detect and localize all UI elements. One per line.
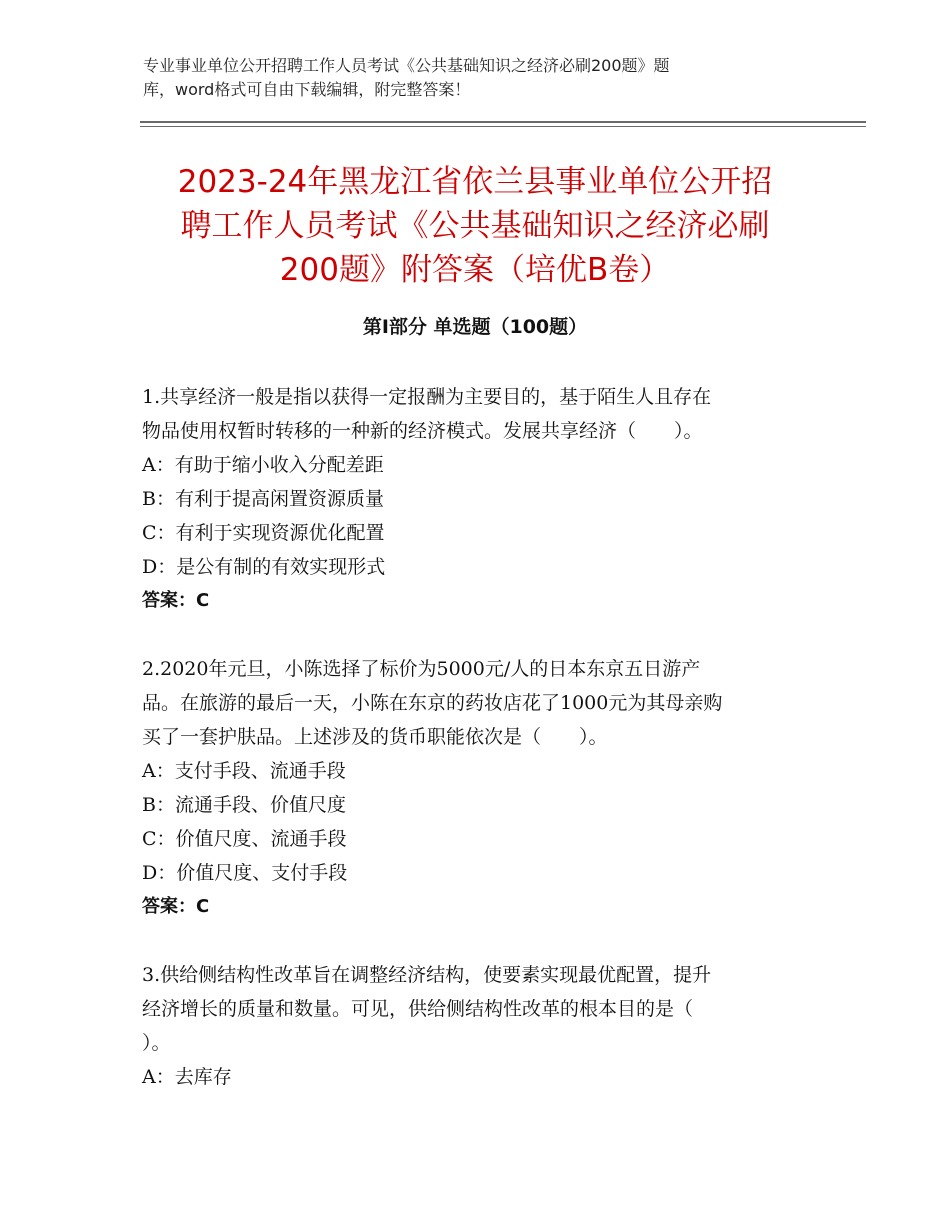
stem-line: 经济增长的质量和数量。可见，供给侧结构性改革的根本目的是（ — [142, 998, 694, 1020]
question-3 — [142, 958, 822, 1094]
option-a: A：有助于缩小收入分配差距 — [142, 454, 384, 476]
option-b: B：流通手段、价值尺度 — [142, 794, 346, 816]
stem-line: 买了一套护肤品。上述涉及的货币职能依次是（ ）。 — [142, 726, 608, 748]
option-c: C：有利于实现资源优化配置 — [142, 522, 385, 544]
option-d: D：价值尺度、支付手段 — [142, 862, 348, 884]
option-c: C：价值尺度、流通手段 — [142, 828, 347, 850]
header-note-line: 库，word格式可自由下载编辑，附完整答案！ — [143, 80, 471, 99]
stem-line: ）。 — [142, 1032, 171, 1054]
option-b: B：有利于提高闲置资源质量 — [142, 488, 384, 510]
title-line: 200题》附答案（培优B卷） — [279, 252, 671, 288]
question-stem — [142, 958, 822, 1060]
question-2 — [142, 652, 822, 924]
header-note-line: 专业事业单位公开招聘工作人员考试《公共基础知识之经济必刷200题》题 — [143, 56, 670, 75]
option-a: A：去库存 — [142, 1066, 232, 1088]
section-title: 第Ⅰ部分 单选题（100题） — [362, 316, 588, 338]
answer: 答案：C — [142, 590, 210, 611]
header-divider-thick — [140, 121, 866, 123]
answer: 答案：C — [142, 896, 210, 917]
stem-line: 1.共享经济一般是指以获得一定报酬为主要目的，基于陌生人且存在 — [142, 386, 712, 408]
header-divider-thin — [140, 126, 866, 127]
question-stem — [142, 380, 822, 448]
option-a: A：支付手段、流通手段 — [142, 760, 346, 782]
stem-line: 物品使用权暂时转移的一种新的经济模式。发展共享经济（ ）。 — [142, 420, 703, 442]
question-1 — [142, 380, 822, 618]
header-note — [143, 54, 783, 102]
question-stem — [142, 652, 822, 754]
stem-line: 2.2020年元旦，小陈选择了标价为5000元/人的日本东京五日游产 — [142, 658, 701, 680]
title-line: 聘工作人员考试《公共基础知识之经济必刷 — [180, 208, 770, 244]
title-line: 2023-24年黑龙江省依兰县事业单位公开招 — [177, 164, 773, 200]
stem-line: 3.供给侧结构性改革旨在调整经济结构，使要素实现最优配置，提升 — [142, 964, 712, 986]
document-title — [140, 160, 810, 292]
stem-line: 品。在旅游的最后一天，小陈在东京的药妆店花了1000元为其母亲购 — [142, 692, 723, 714]
option-d: D：是公有制的有效实现形式 — [142, 556, 386, 578]
